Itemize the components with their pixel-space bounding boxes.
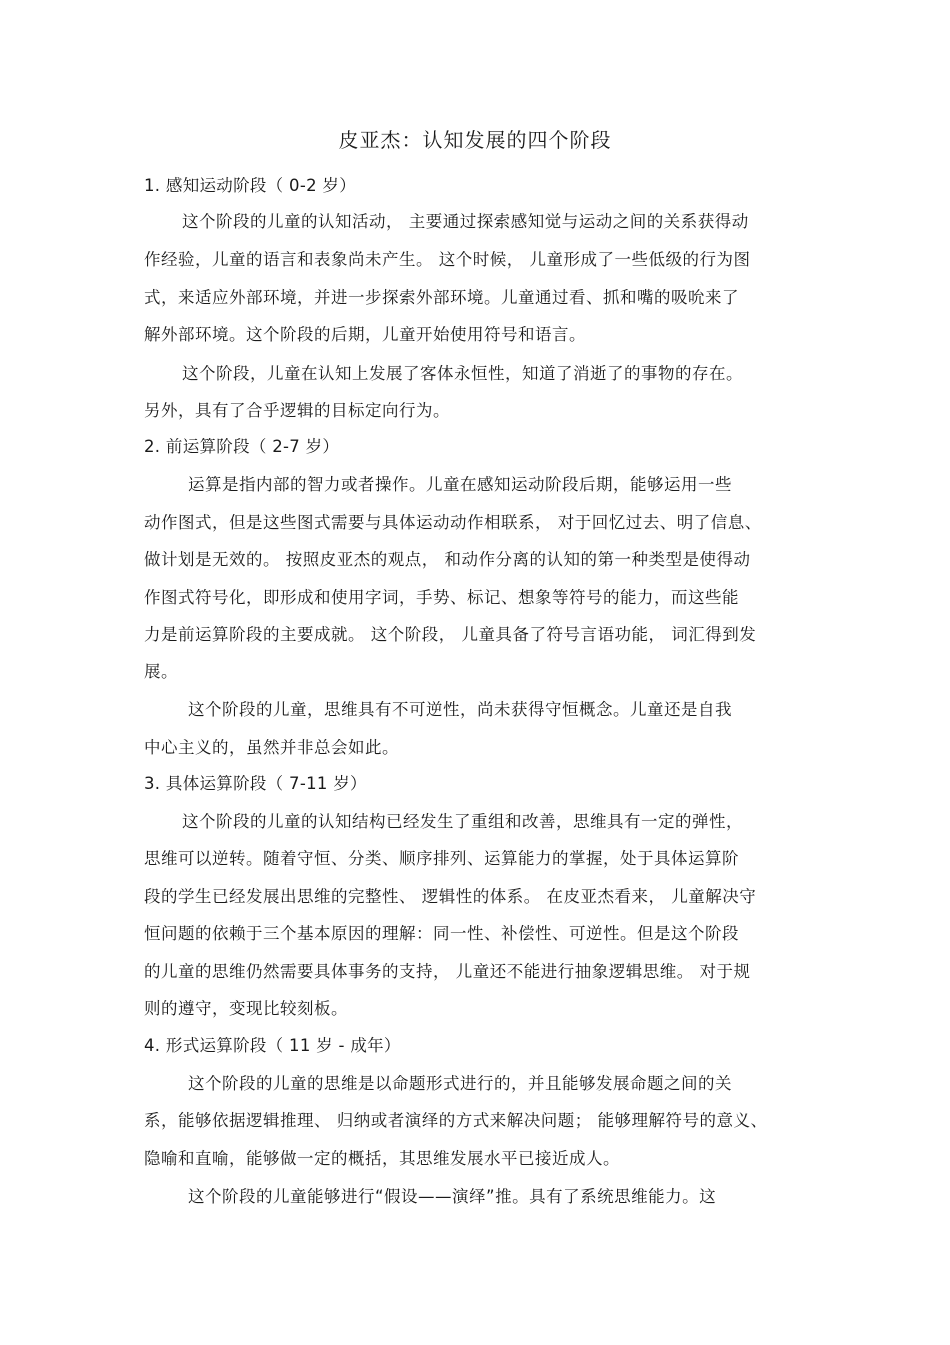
paragraph-line: 做计划是无效的。 按照皮亚杰的观点， 和动作分离的认知的第一种类型是使得动 <box>144 550 751 569</box>
paragraph-line: 展。 <box>144 662 178 681</box>
paragraph-line: 则的遵守，变现比较刻板。 <box>144 999 348 1018</box>
paragraph-line: 这个阶段的儿童的认知结构已经发生了重组和改善，思维具有一定的弹性， <box>182 812 743 831</box>
paragraph-line: 这个阶段的儿童的认知活动， 主要通过探索感知觉与运动之间的关系获得动 <box>182 212 749 231</box>
paragraph-line: 这个阶段的儿童，思维具有不可逆性，尚未获得守恒概念。儿童还是自我 <box>188 700 732 719</box>
paragraph-line: 恒问题的依赖于三个基本原因的理解：同一性、补偿性、可逆性。但是这个阶段 <box>144 924 739 943</box>
section-heading-3: 3. 具体运算阶段（ 7-11 岁） <box>144 774 367 793</box>
paragraph-line: 的儿童的思维仍然需要具体事务的支持， 儿童还不能进行抽象逻辑思维。 对于规 <box>144 962 751 981</box>
paragraph-line: 隐喻和直喻，能够做一定的概括，其思维发展水平已接近成人。 <box>144 1149 620 1168</box>
paragraph-line: 力是前运算阶段的主要成就。 这个阶段， 儿童具备了符号言语功能， 词汇得到发 <box>144 625 757 644</box>
paragraph-line: 作图式符号化，即形成和使用字词，手势、标记、想象等符号的能力，而这些能 <box>144 588 739 607</box>
paragraph-line: 这个阶段的儿童的思维是以命题形式进行的，并且能够发展命题之间的关 <box>188 1074 732 1093</box>
paragraph-line: 动作图式，但是这些图式需要与具体运动动作相联系， 对于回忆过去、明了信息、 <box>144 513 762 532</box>
paragraph-line: 式，来适应外部环境，并进一步探索外部环境。儿童通过看、抓和嘴的吸吮来了 <box>144 288 739 307</box>
paragraph-line: 段的学生已经发展出思维的完整性、 逻辑性的体系。 在皮亚杰看来， 儿童解决守 <box>144 887 757 906</box>
paragraph-line: 解外部环境。这个阶段的后期，儿童开始使用符号和语言。 <box>144 325 586 344</box>
paragraph-line: 中心主义的，虽然并非总会如此。 <box>144 738 399 757</box>
paragraph-line: 运算是指内部的智力或者操作。儿童在感知运动阶段后期，能够运用一些 <box>188 475 732 494</box>
paragraph-line: 思维可以逆转。随着守恒、分类、顺序排列、运算能力的掌握，处于具体运算阶 <box>144 849 739 868</box>
paragraph-line: 这个阶段的儿童能够进行“假设——演绎”推。具有了系统思维能力。这 <box>188 1187 717 1206</box>
paragraph-line: 作经验，儿童的语言和表象尚未产生。 这个时候， 儿童形成了一些低级的行为图 <box>144 250 751 269</box>
section-heading-2: 2. 前运算阶段（ 2-7 岁） <box>144 437 340 456</box>
paragraph-line: 另外，具有了合乎逻辑的目标定向行为。 <box>144 401 450 420</box>
paragraph-line: 这个阶段，儿童在认知上发展了客体永恒性，知道了消逝了的事物的存在。 <box>182 364 743 383</box>
document-title: 皮亚杰：认知发展的四个阶段 <box>338 128 612 152</box>
section-heading-4: 4. 形式运算阶段（ 11 岁 - 成年） <box>144 1036 401 1055</box>
section-heading-1: 1. 感知运动阶段（ 0-2 岁） <box>144 176 357 195</box>
paragraph-line: 系，能够依据逻辑推理、 归纳或者演绎的方式来解决问题； 能够理解符号的意义、 <box>144 1111 768 1130</box>
